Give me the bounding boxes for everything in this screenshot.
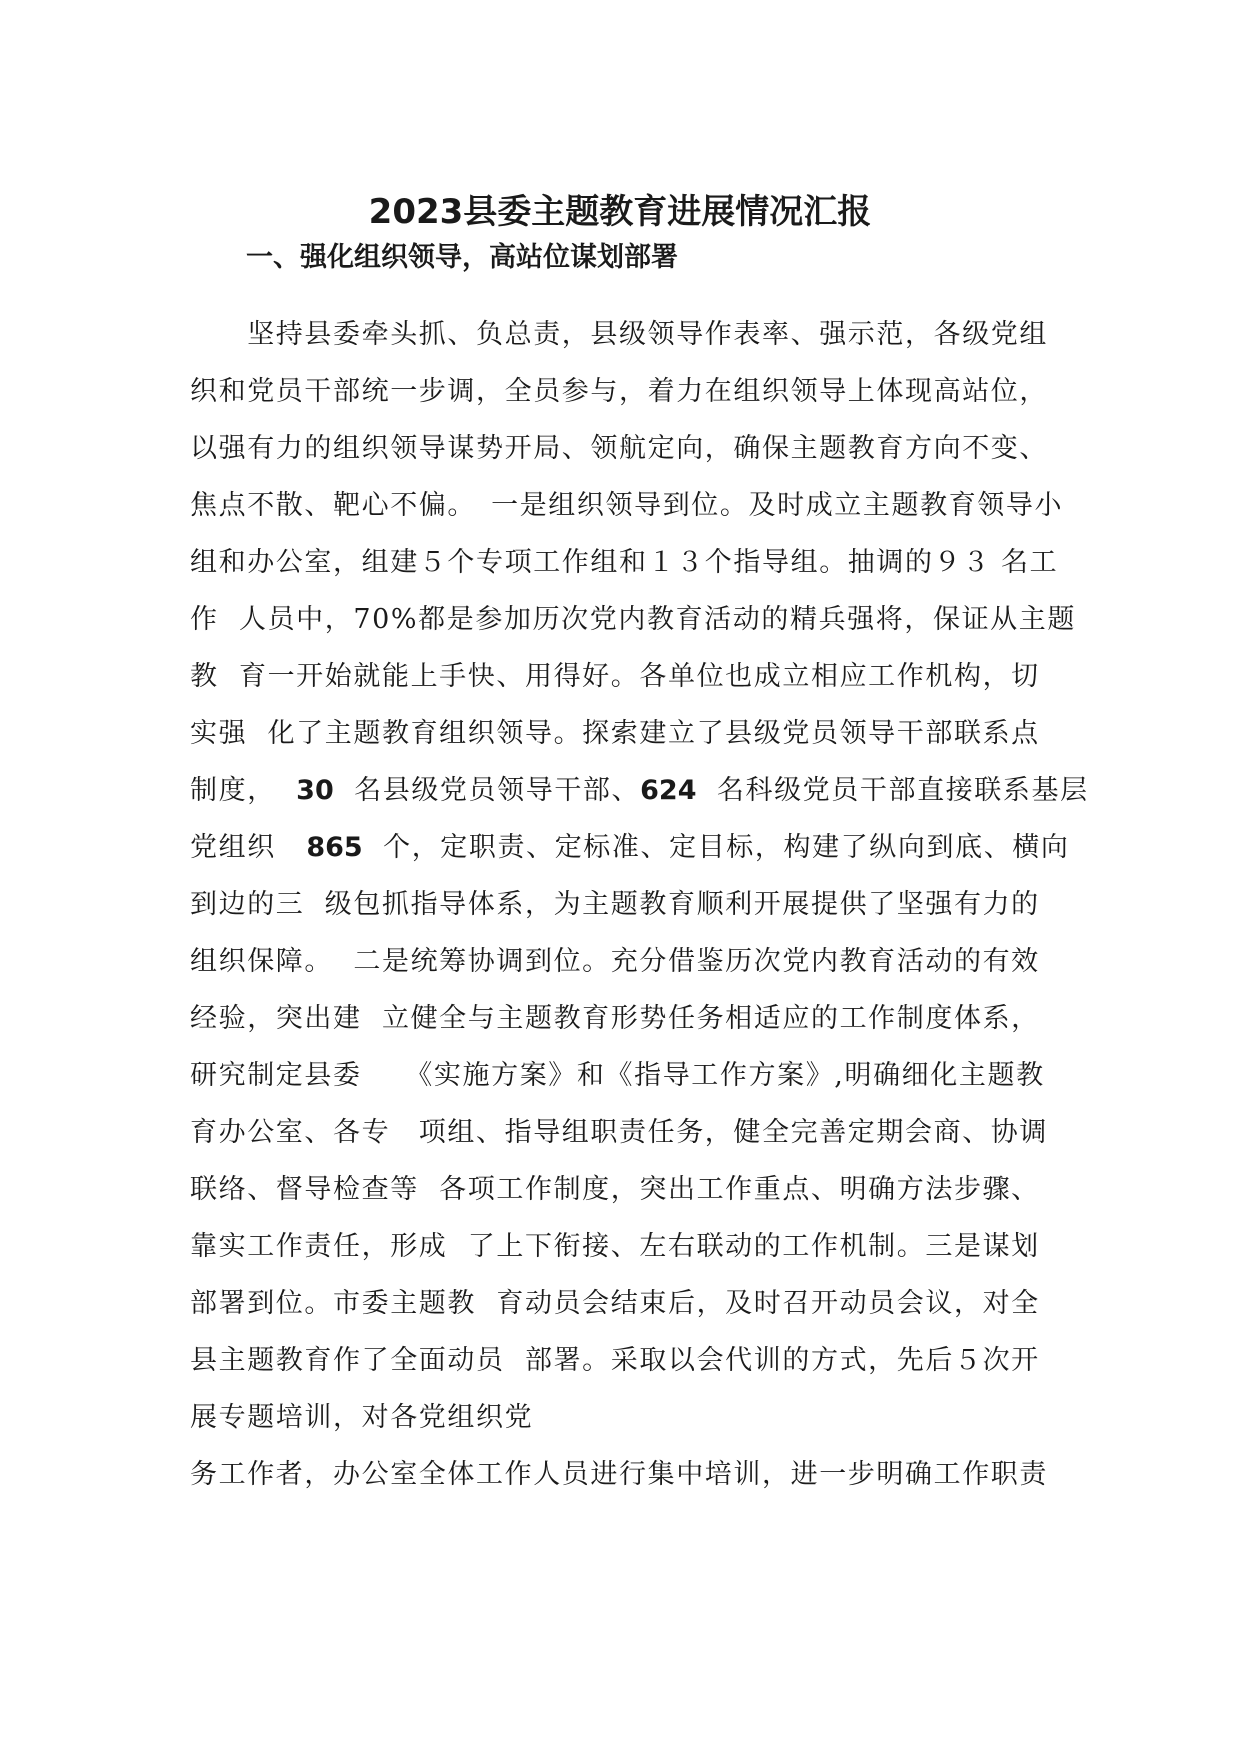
body-line-8: 实强 化了主题教育组织领导。探索建立了县级党员领导干部联系点 (190, 718, 1040, 749)
body-line-9 (190, 771, 1089, 811)
body-line-19: 县主题教育作了全面动员 部署。采取以会代训的方式，先后５次开 (190, 1345, 1040, 1376)
body-line-20: 展专题培训，对各党组织党 (190, 1402, 534, 1433)
body-line-10 (190, 828, 1070, 868)
body-line-17: 靠实工作责任，形成 了上下衔接、左右联动的工作机制。三是谋划 (190, 1231, 1040, 1262)
body-line-21: 务工作者，办公室全体工作人员进行集中培训，进一步明确工作职责 (190, 1459, 1048, 1490)
body-line-7: 教 育一开始就能上手快、用得好。各单位也成立相应工作机构，切 (190, 661, 1040, 692)
body-line-12: 组织保障。 二是统筹协调到位。充分借鉴历次党内教育活动的有效 (190, 946, 1040, 977)
document-title: 2023县委主题教育进展情况汇报 (368, 192, 872, 232)
body-line-13: 经验，突出建 立健全与主题教育形势任务相适应的工作制度体系， (190, 1003, 1040, 1034)
body-line-14: 研究制定县委 《实施方案》和《指导工作方案》,明确细化主题教 (190, 1060, 1045, 1091)
body-line-18: 部署到位。市委主题教 育动员会结束后，及时召开动员会议，对全 (190, 1288, 1040, 1319)
body-line-5: 组和办公室，组建５个专项工作组和１３个指导组。抽调的９３ 名工 (190, 547, 1059, 578)
body-line-1: 坚持县委牵头抓、负总责，县级领导作表率、强示范，各级党组 (190, 319, 1048, 350)
body-line-2: 织和党员干部统一步调，全员参与，着力在组织领导上体现高站位， (190, 376, 1048, 407)
body-line-11: 到边的三 级包抓指导体系，为主题教育顺利开展提供了坚强有力的 (190, 889, 1040, 920)
line-10-suffix: 个，定职责、定标准、定目标，构建了纵向到底、横向 (362, 832, 1070, 863)
line-9-prefix: 制度， (190, 775, 297, 806)
section-heading: 一、强化组织领导，高站位谋划部署 (246, 242, 678, 273)
line-10-prefix: 党组织 (190, 832, 307, 863)
line-9-number-30: 30 (296, 775, 334, 806)
body-line-3: 以强有力的组织领导谋势开局、领航定向，确保主题教育方向不变、 (190, 433, 1048, 464)
body-line-4: 焦点不散、靶心不偏。 一是组织领导到位。及时成立主题教育领导小 (190, 490, 1064, 521)
line-9-suffix: 名科级党员干部直接联系基层 (696, 775, 1089, 806)
body-line-15: 育办公室、各专 项组、指导组职责任务，健全完善定期会商、协调 (190, 1117, 1048, 1148)
body-line-6: 作 人员中，70%都是参加历次党内教育活动的精兵强将，保证从主题 (190, 604, 1076, 635)
line-10-number-865: 865 (306, 832, 363, 863)
line-9-middle: 名县级党员领导干部、 (333, 775, 641, 806)
line-9-number-624: 624 (640, 775, 697, 806)
body-line-16: 联络、督导检查等 各项工作制度，突出工作重点、明确方法步骤、 (190, 1174, 1040, 1205)
